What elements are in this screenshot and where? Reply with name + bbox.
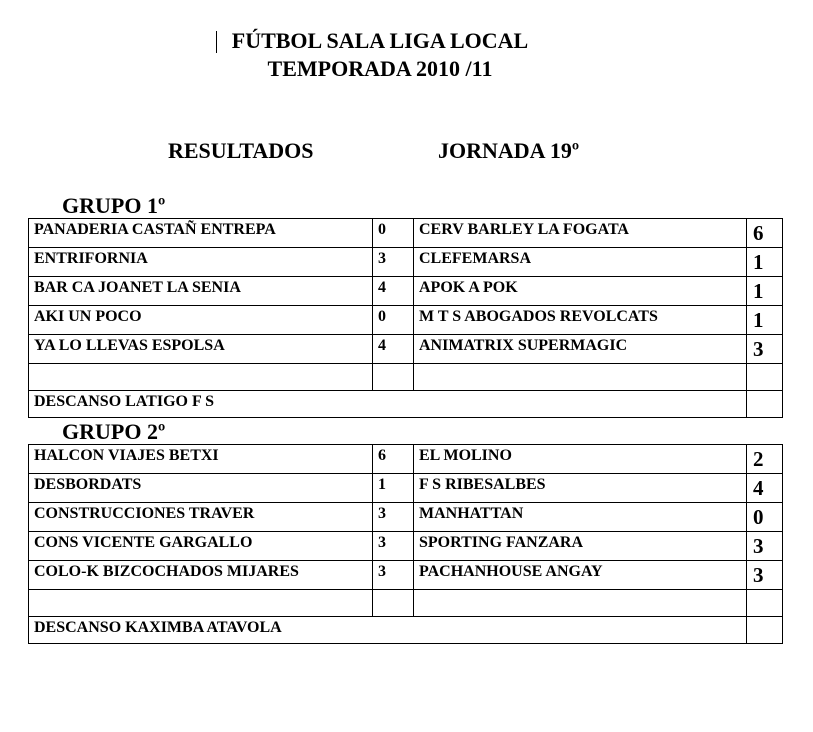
home-team: PANADERIA CASTAÑ ENTREPA	[29, 219, 373, 248]
empty-cell	[29, 590, 373, 617]
away-team: PACHANHOUSE ANGAY	[414, 561, 747, 590]
home-team: DESBORDATS	[29, 474, 373, 503]
empty-cell	[414, 364, 747, 391]
match-row	[29, 277, 783, 306]
away-team: M T S ABOGADOS REVOLCATS	[414, 306, 747, 335]
home-score: 3	[373, 503, 414, 532]
match-row	[29, 474, 783, 503]
rest-team: DESCANSO LATIGO F S	[29, 391, 747, 418]
empty-cell	[414, 590, 747, 617]
away-score: 2	[747, 445, 783, 474]
empty-row	[29, 364, 783, 391]
home-score: 4	[373, 277, 414, 306]
match-row	[29, 219, 783, 248]
away-score: 6	[747, 219, 783, 248]
away-score: 3	[747, 532, 783, 561]
empty-cell	[373, 590, 414, 617]
home-team: YA LO LLEVAS ESPOLSA	[29, 335, 373, 364]
home-score: 3	[373, 532, 414, 561]
home-score: 1	[373, 474, 414, 503]
rest-row	[29, 391, 783, 418]
empty-cell	[747, 364, 783, 391]
season-title: TEMPORADA 2010 /11	[267, 56, 493, 81]
away-team: APOK A POK	[414, 277, 747, 306]
home-team: CONSTRUCCIONES TRAVER	[29, 503, 373, 532]
away-team: CLEFEMARSA	[414, 248, 747, 277]
group-2-heading: GRUPO 2º	[62, 419, 166, 444]
rest-row	[29, 617, 783, 644]
match-row	[29, 445, 783, 474]
results-heading: RESULTADOS	[168, 138, 314, 163]
away-team: MANHATTAN	[414, 503, 747, 532]
match-row	[29, 503, 783, 532]
away-team: CERV BARLEY LA FOGATA	[414, 219, 747, 248]
group-1-heading: GRUPO 1º	[62, 193, 166, 218]
home-team: BAR CA JOANET LA SENIA	[29, 277, 373, 306]
empty-cell	[747, 391, 783, 418]
empty-cell	[373, 364, 414, 391]
home-team: CONS VICENTE GARGALLO	[29, 532, 373, 561]
away-score: 0	[747, 503, 783, 532]
matchday-heading: JORNADA 19º	[438, 138, 580, 163]
home-score: 3	[373, 561, 414, 590]
away-score: 1	[747, 248, 783, 277]
home-score: 4	[373, 335, 414, 364]
empty-cell	[747, 590, 783, 617]
match-row	[29, 306, 783, 335]
match-row	[29, 561, 783, 590]
document-title: FÚTBOL SALA LIGA LOCAL	[231, 28, 529, 53]
match-row	[29, 248, 783, 277]
empty-cell	[747, 617, 783, 644]
home-team: ENTRIFORNIA	[29, 248, 373, 277]
away-team: ANIMATRIX SUPERMAGIC	[414, 335, 747, 364]
home-team: COLO-K BIZCOCHADOS MIJARES	[29, 561, 373, 590]
home-score: 3	[373, 248, 414, 277]
group-1-results-table	[28, 218, 783, 418]
away-score: 1	[747, 277, 783, 306]
home-score: 0	[373, 219, 414, 248]
group-2-results-table	[28, 444, 783, 644]
home-team: AKI UN POCO	[29, 306, 373, 335]
empty-cell	[29, 364, 373, 391]
away-team: F S RIBESALBES	[414, 474, 747, 503]
away-score: 1	[747, 306, 783, 335]
empty-row	[29, 590, 783, 617]
match-row	[29, 335, 783, 364]
match-row	[29, 532, 783, 561]
away-score: 4	[747, 474, 783, 503]
home-score: 6	[373, 445, 414, 474]
home-team: HALCON VIAJES BETXI	[29, 445, 373, 474]
home-score: 0	[373, 306, 414, 335]
away-score: 3	[747, 335, 783, 364]
away-team: EL MOLINO	[414, 445, 747, 474]
rest-team: DESCANSO KAXIMBA ATAVOLA	[29, 617, 747, 644]
away-score: 3	[747, 561, 783, 590]
away-team: SPORTING FANZARA	[414, 532, 747, 561]
